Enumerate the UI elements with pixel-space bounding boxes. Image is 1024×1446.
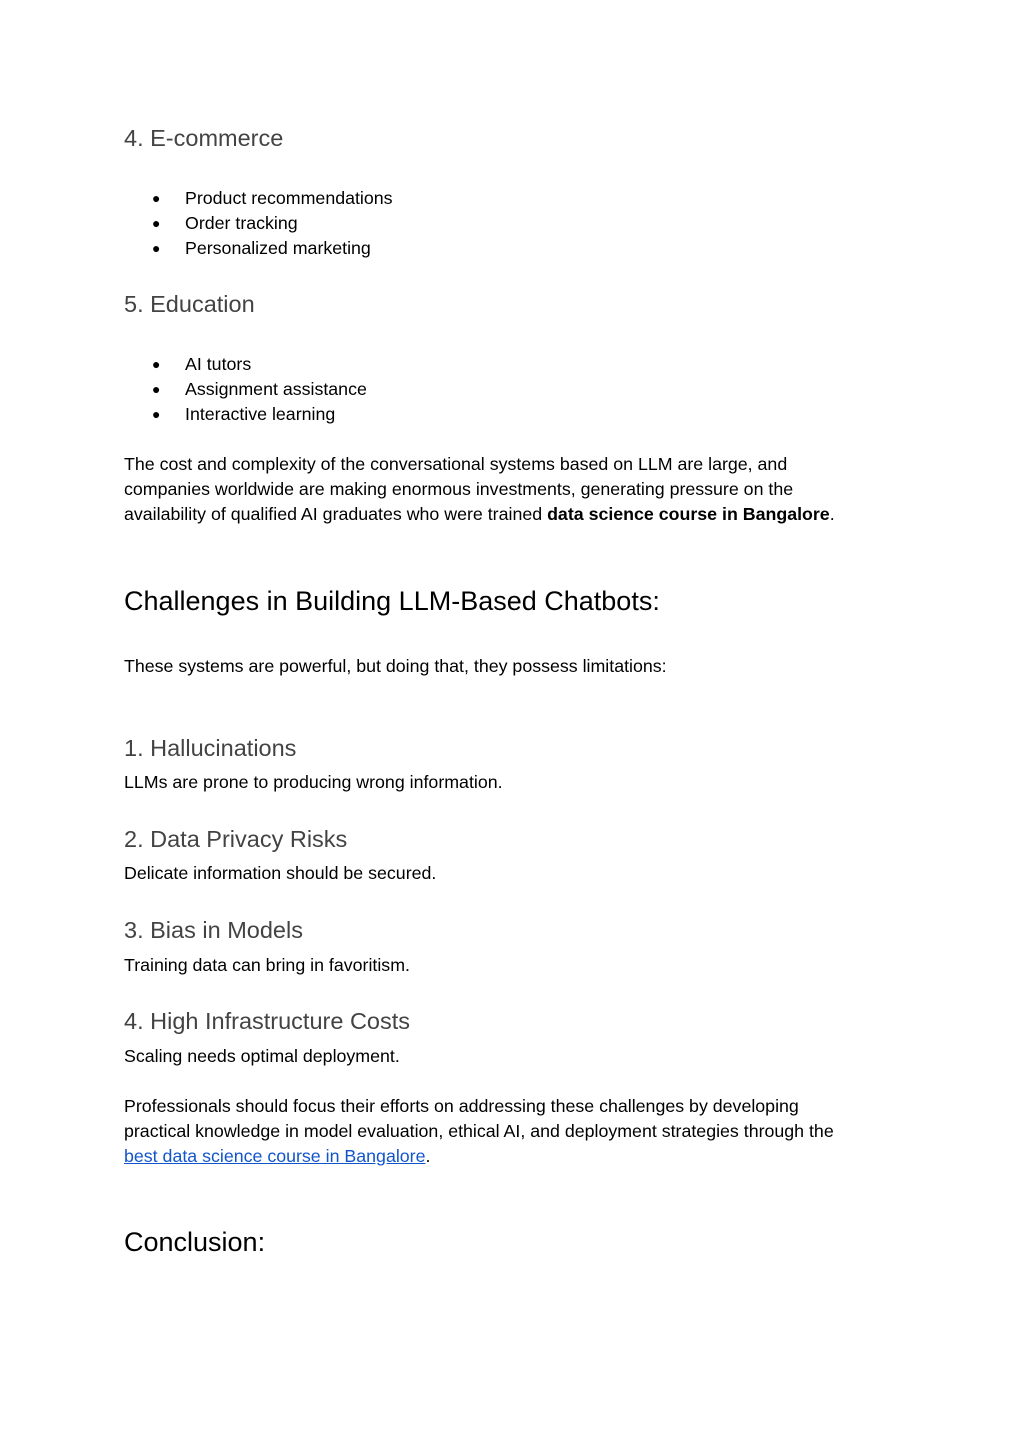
section-heading-ecommerce: 4. E-commerce — [124, 125, 284, 151]
course-link[interactable]: best data science course in Bangalore — [124, 1146, 426, 1166]
list-item: ● Assignment assistance — [152, 377, 367, 402]
ecommerce-list — [152, 186, 393, 261]
list-item: ● Personalized marketing — [152, 236, 393, 261]
bold-keyword: data science course in Bangalore — [547, 504, 830, 524]
challenge-text: LLMs are prone to producing wrong information. — [124, 772, 503, 792]
challenge-text: Scaling needs optimal deployment. — [124, 1046, 400, 1066]
conclusion-heading: Conclusion: — [124, 1227, 266, 1257]
professionals-paragraph: Professionals should focus their efforts on addressing these challenges by developing practical knowledge in model evaluation, ethical AI, and deployment strategies through the best data science course in Bangalore. — [124, 1096, 834, 1166]
challenges-heading: Challenges in Building LLM-Based Chatbots: — [124, 586, 660, 616]
cost-paragraph: The cost and complexity of the conversational systems based on LLM are large, and companies worldwide are making enormous investments, generating pressure on the availability of qualified AI graduates who were trained data science course in Bangalore. — [124, 454, 835, 524]
list-item: ● Order tracking — [152, 211, 393, 236]
list-item: ● Interactive learning — [152, 402, 367, 427]
bullet-icon: ● — [152, 240, 161, 256]
challenge-text: Training data can bring in favoritism. — [124, 955, 410, 975]
bullet-icon: ● — [152, 356, 161, 372]
challenge-title: 4. High Infrastructure Costs — [124, 1008, 411, 1034]
bullet-icon: ● — [152, 406, 161, 422]
list-item: ● AI tutors — [152, 352, 367, 377]
bullet-icon: ● — [152, 190, 161, 206]
list-item: ● Product recommendations — [152, 186, 393, 211]
challenge-text: Delicate information should be secured. — [124, 863, 437, 883]
bullet-icon: ● — [152, 215, 161, 231]
challenges-intro: These systems are powerful, but doing that, they possess limitations: — [124, 656, 667, 676]
challenge-title: 2. Data Privacy Risks — [124, 826, 348, 852]
bullet-icon: ● — [152, 381, 161, 397]
challenge-title: 3. Bias in Models — [124, 917, 303, 943]
challenge-title: 1. Hallucinations — [124, 735, 297, 761]
education-list — [152, 352, 367, 427]
section-heading-education: 5. Education — [124, 291, 255, 317]
